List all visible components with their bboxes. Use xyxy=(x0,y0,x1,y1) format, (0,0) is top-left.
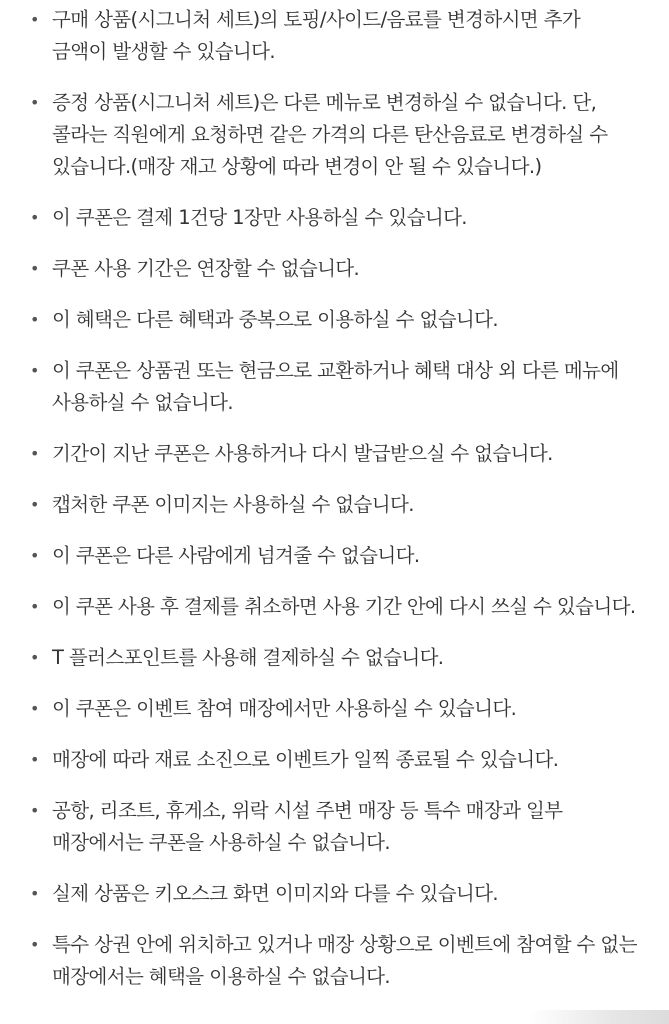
list-item xyxy=(30,355,637,419)
bullet: • xyxy=(30,935,39,954)
bullet: • xyxy=(30,699,39,718)
bullet: • xyxy=(30,10,39,29)
bullet: • xyxy=(30,750,39,769)
list-item xyxy=(30,540,637,572)
notice-text: T 플러스포인트를 사용해 결제하실 수 없습니다. xyxy=(52,646,444,669)
notice-text: 이 쿠폰 사용 후 결제를 취소하면 사용 기간 안에 다시 쓰실 수 있습니다. xyxy=(52,595,636,618)
notice-text: 공항, 리조트, 휴게소, 위락 시설 주변 매장 등 특수 매장과 일부 매장에서는 쿠폰을 사용하실 수 없습니다. xyxy=(52,799,563,854)
list-item xyxy=(30,693,637,725)
list-item xyxy=(30,878,637,910)
list-item xyxy=(30,489,637,521)
list-item xyxy=(30,795,637,859)
bullet: • xyxy=(30,208,39,227)
bullet: • xyxy=(30,361,39,380)
bullet: • xyxy=(30,884,39,903)
bullet: • xyxy=(30,310,39,329)
bullet: • xyxy=(30,444,39,463)
notice-text: 캡처한 쿠폰 이미지는 사용하실 수 없습니다. xyxy=(52,493,414,516)
bullet: • xyxy=(30,259,39,278)
notice-text: 이 쿠폰은 상품권 또는 현금으로 교환하거나 혜택 대상 외 다른 메뉴에 사용하실 수 없습니다. xyxy=(52,359,619,414)
list-item xyxy=(30,87,637,183)
notice-text: 이 혜택은 다른 혜택과 중복으로 이용하실 수 없습니다. xyxy=(52,308,499,331)
list-item xyxy=(30,304,637,336)
notice-text: 쿠폰 사용 기간은 연장할 수 없습니다. xyxy=(52,257,360,280)
notice-text: 기간이 지난 쿠폰은 사용하거나 다시 발급받으실 수 없습니다. xyxy=(52,442,553,465)
bullet: • xyxy=(30,597,39,616)
notice-text: 실제 상품은 키오스크 화면 이미지와 다를 수 있습니다. xyxy=(52,882,499,905)
bullet: • xyxy=(30,93,39,112)
bullet: • xyxy=(30,801,39,820)
notice-text: 매장에 따라 재료 소진으로 이벤트가 일찍 종료될 수 있습니다. xyxy=(52,748,559,771)
notice-text: 특수 상권 안에 위치하고 있거나 매장 상황으로 이벤트에 참여할 수 없는 매장에서는 혜택을 이용하실 수 없습니다. xyxy=(52,933,637,988)
bullet: • xyxy=(30,648,39,667)
list-item xyxy=(30,591,637,623)
notice-text: 증정 상품(시그니처 세트)은 다른 메뉴로 변경하실 수 없습니다. 단, 콜라는 직원에게 요청하면 같은 가격의 다른 탄산음료로 변경하실 수 있습니다.(매장 재고 상황에 따라 변경이 안 될 수 있습니다.) xyxy=(52,91,608,178)
list-item xyxy=(30,4,637,68)
bullet: • xyxy=(30,546,39,565)
notice-text: 구매 상품(시그니처 세트)의 토핑/사이드/음료를 변경하시면 추가 금액이 발생할 수 있습니다. xyxy=(52,8,581,63)
notice-text: 이 쿠폰은 이벤트 참여 매장에서만 사용하실 수 있습니다. xyxy=(52,697,517,720)
list-item xyxy=(30,253,637,285)
list-item xyxy=(30,929,637,993)
notice-text: 이 쿠폰은 결제 1건당 1장만 사용하실 수 있습니다. xyxy=(52,206,467,229)
bullet: • xyxy=(30,495,39,514)
scroll-fade-overlay xyxy=(529,1010,669,1024)
list-item xyxy=(30,744,637,776)
notice-text: 이 쿠폰은 다른 사람에게 넘겨줄 수 없습니다. xyxy=(52,544,420,567)
list-item xyxy=(30,438,637,470)
list-item xyxy=(30,202,637,234)
list-item xyxy=(30,642,637,674)
